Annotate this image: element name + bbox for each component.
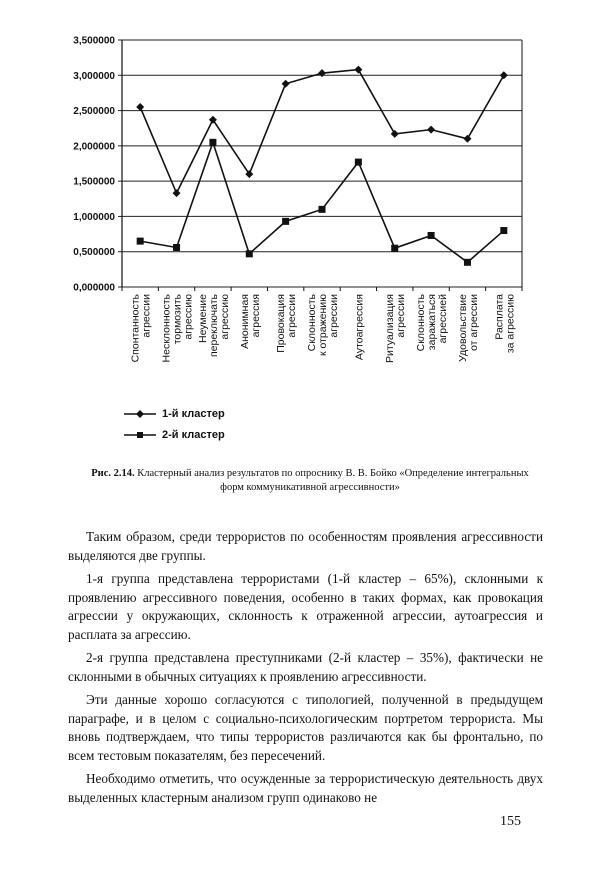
y-tick-label: 3,500000 <box>73 35 115 47</box>
data-point-cluster-1 <box>427 126 435 134</box>
data-point-cluster-2 <box>282 218 289 225</box>
data-point-cluster-2 <box>137 238 144 245</box>
legend-marker-diamond <box>122 409 158 419</box>
legend-label-cluster-2: 2-й кластер <box>162 429 225 441</box>
data-point-cluster-2 <box>428 232 435 239</box>
paragraph: Таким образом, среди террористов по особенностям проявления агрессивности выделяются две группы. <box>68 529 543 563</box>
x-tick-label: Провокация <box>275 294 288 353</box>
x-tick-label: Аутоагрессия <box>353 294 366 361</box>
x-tick-label: агрессию <box>182 294 195 340</box>
legend-item-cluster-1 <box>122 408 225 420</box>
x-tick-label: Спонтанность <box>129 294 142 363</box>
paragraph: Необходимо отметить, что осужденные за террористическую деятельность двух выделенных кластерным анализом групп одинаково не <box>68 771 543 805</box>
series-line-1 <box>140 70 504 194</box>
cluster-chart <box>0 0 615 400</box>
y-tick-label: 0,000000 <box>73 282 115 294</box>
data-point-cluster-2 <box>500 227 507 234</box>
y-tick-label: 1,500000 <box>73 176 115 188</box>
x-tick-label: агрессия <box>249 294 262 338</box>
data-point-cluster-1 <box>354 66 362 74</box>
x-tick-label: тормозить <box>171 294 184 345</box>
x-tick-label: заражаться <box>426 294 439 351</box>
figure-caption-text: Кластерный анализ результатов по опроснику В. В. Бойко «Определение интегральных форм коммуникативной агрессивности» <box>137 468 529 493</box>
x-tick-label: агрессии <box>328 294 340 338</box>
x-tick-label: агрессию <box>218 294 231 340</box>
data-point-cluster-2 <box>464 259 471 266</box>
data-point-cluster-1 <box>173 189 181 197</box>
body-text <box>68 528 543 812</box>
x-tick-label: Анонимная <box>238 294 251 349</box>
x-tick-label: Склонность <box>415 294 428 352</box>
y-tick-label: 1,000000 <box>73 211 115 223</box>
x-tick-label: от агрессии <box>467 294 480 351</box>
x-tick-label: к отражению <box>317 294 329 357</box>
x-tick-label: Удовольствие <box>456 294 469 362</box>
paragraph: 1-я группа представлена террористами (1-й кластер – 65%), склонными к проявлению агрессивного поведения, особенно в таких формах, как провокация агрессии у окружающих, склонность к отраженной агрессии, аутоагрессия и расплата за агрессию. <box>68 571 543 642</box>
data-point-cluster-1 <box>318 69 326 77</box>
paragraph: 2-я группа представлена преступниками (2-й кластер – 35%), фактически не склонными в обычных ситуациях к проявлению агрессивности. <box>68 650 543 684</box>
page-number: 155 <box>500 814 521 829</box>
data-point-cluster-2 <box>209 139 216 146</box>
data-point-cluster-1 <box>282 80 290 88</box>
data-point-cluster-1 <box>391 130 399 138</box>
x-tick-label: Несклонность <box>160 294 173 363</box>
x-tick-label: агрессии <box>286 294 299 338</box>
data-point-cluster-1 <box>136 103 144 111</box>
x-tick-label: агрессии <box>395 294 408 338</box>
figure-caption <box>80 467 540 495</box>
data-point-cluster-1 <box>463 135 471 143</box>
data-point-cluster-2 <box>355 159 362 166</box>
paragraph: Эти данные хорошо согласуются с типологией, полученной в предыдущем параграфе, и в целом с социально-психологическим портретом террориста. Мы вновь подтверждаем, что типы террористов различаются как бы фронтально, по всем тестовым показателям, без пересечений. <box>68 692 543 763</box>
y-tick-label: 2,500000 <box>73 106 115 118</box>
data-point-cluster-2 <box>391 245 398 252</box>
legend-marker-square <box>122 430 158 440</box>
y-tick-label: 2,000000 <box>73 141 115 153</box>
legend-item-cluster-2 <box>122 429 225 441</box>
y-tick-label: 3,000000 <box>73 70 115 82</box>
figure-label: Рис. 2.14. <box>91 468 135 479</box>
data-point-cluster-2 <box>173 244 180 251</box>
data-point-cluster-2 <box>246 250 253 257</box>
x-tick-label: Неумение <box>196 294 209 343</box>
x-tick-label: агрессией <box>437 294 450 344</box>
x-tick-label: за агрессию <box>504 294 517 354</box>
data-point-cluster-2 <box>319 206 326 213</box>
x-tick-label: Расплата <box>493 294 506 340</box>
y-tick-label: 0,500000 <box>73 247 115 259</box>
x-tick-label: агрессии <box>140 294 153 338</box>
legend-label-cluster-1: 1-й кластер <box>162 408 225 420</box>
x-tick-label: Склонность <box>306 294 318 352</box>
x-tick-label: переключать <box>207 294 220 358</box>
series-line-2 <box>140 142 504 262</box>
data-point-cluster-1 <box>500 71 508 79</box>
x-tick-label: Ритуализация <box>384 294 397 363</box>
